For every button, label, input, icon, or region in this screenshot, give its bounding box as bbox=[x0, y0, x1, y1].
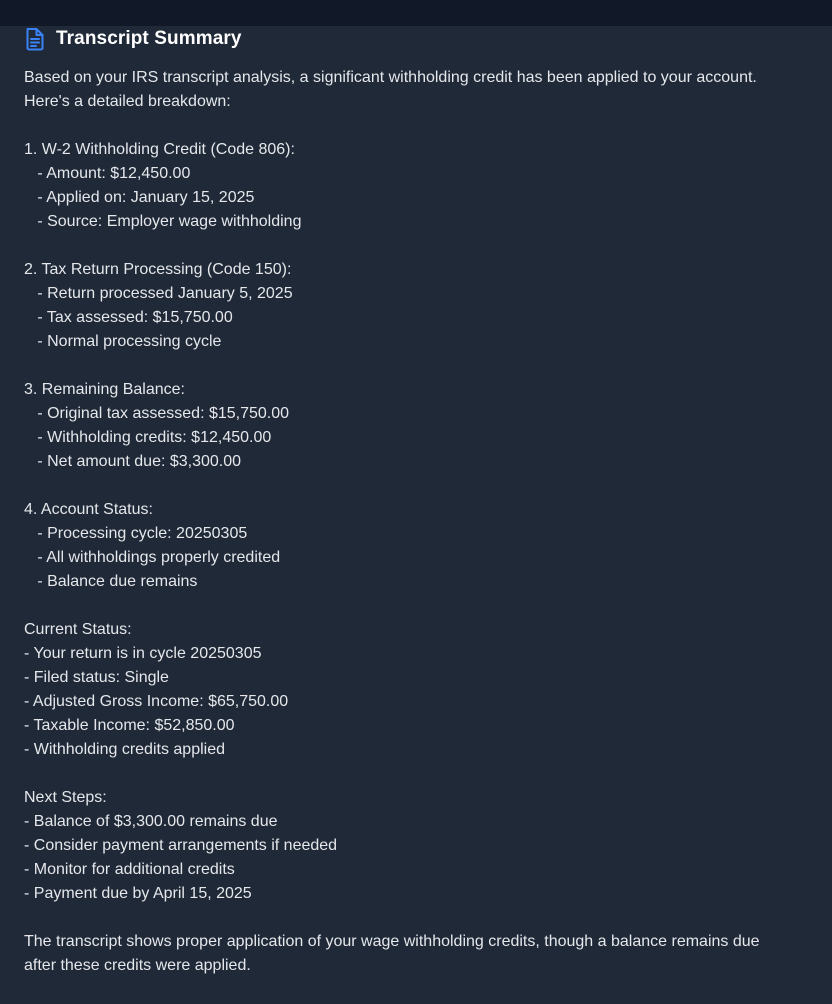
next-steps-heading: Next Steps: bbox=[24, 789, 107, 806]
section-heading: 3. Remaining Balance: bbox=[24, 381, 185, 398]
next-steps-item: - Balance of $3,300.00 remains due bbox=[24, 813, 278, 830]
spacer bbox=[24, 594, 808, 618]
next-steps-item: - Payment due by April 15, 2025 bbox=[24, 885, 252, 902]
top-bar bbox=[0, 0, 832, 26]
current-status-item: - Withholding credits applied bbox=[24, 741, 225, 758]
spacer bbox=[24, 474, 808, 498]
current-status-item: - Filed status: Single bbox=[24, 669, 169, 686]
current-status-item: - Adjusted Gross Income: $65,750.00 bbox=[24, 693, 289, 710]
section-item: - Amount: $12,450.00 bbox=[24, 165, 191, 182]
page-title: Transcript Summary bbox=[56, 28, 242, 49]
transcript-summary-panel bbox=[0, 26, 832, 1004]
section-heading: 4. Account Status: bbox=[24, 501, 153, 518]
conclusion-line: The transcript shows proper application of your wage withholding credits, though a balance remains due bbox=[24, 933, 760, 950]
section-item: - Original tax assessed: $15,750.00 bbox=[24, 405, 290, 422]
section-item: - Return processed January 5, 2025 bbox=[24, 285, 293, 302]
current-status-item: - Your return is in cycle 20250305 bbox=[24, 645, 262, 662]
intro-line: Based on your IRS transcript analysis, a significant withholding credit has been applied to your account. bbox=[24, 69, 757, 86]
spacer bbox=[24, 234, 808, 258]
section-item: - Applied on: January 15, 2025 bbox=[24, 189, 255, 206]
conclusion-line: after these credits were applied. bbox=[24, 957, 251, 974]
spacer bbox=[24, 354, 808, 378]
spacer bbox=[24, 906, 808, 930]
section-item: - Balance due remains bbox=[24, 573, 198, 590]
document-icon bbox=[24, 27, 46, 51]
section-item: - Net amount due: $3,300.00 bbox=[24, 453, 242, 470]
spacer bbox=[24, 114, 808, 138]
summary-content bbox=[24, 66, 808, 978]
section-item: - Withholding credits: $12,450.00 bbox=[24, 429, 272, 446]
section-item: - Processing cycle: 20250305 bbox=[24, 525, 248, 542]
panel-header bbox=[24, 26, 242, 52]
section-item: - Normal processing cycle bbox=[24, 333, 222, 350]
spacer bbox=[24, 762, 808, 786]
next-steps-item: - Consider payment arrangements if needed bbox=[24, 837, 338, 854]
intro-line: Here's a detailed breakdown: bbox=[24, 93, 231, 110]
section-item: - All withholdings properly credited bbox=[24, 549, 281, 566]
section-heading: 2. Tax Return Processing (Code 150): bbox=[24, 261, 292, 278]
section-item: - Tax assessed: $15,750.00 bbox=[24, 309, 233, 326]
section-item: - Source: Employer wage withholding bbox=[24, 213, 302, 230]
next-steps-item: - Monitor for additional credits bbox=[24, 861, 235, 878]
current-status-heading: Current Status: bbox=[24, 621, 132, 638]
section-heading: 1. W-2 Withholding Credit (Code 806): bbox=[24, 141, 295, 158]
current-status-item: - Taxable Income: $52,850.00 bbox=[24, 717, 235, 734]
